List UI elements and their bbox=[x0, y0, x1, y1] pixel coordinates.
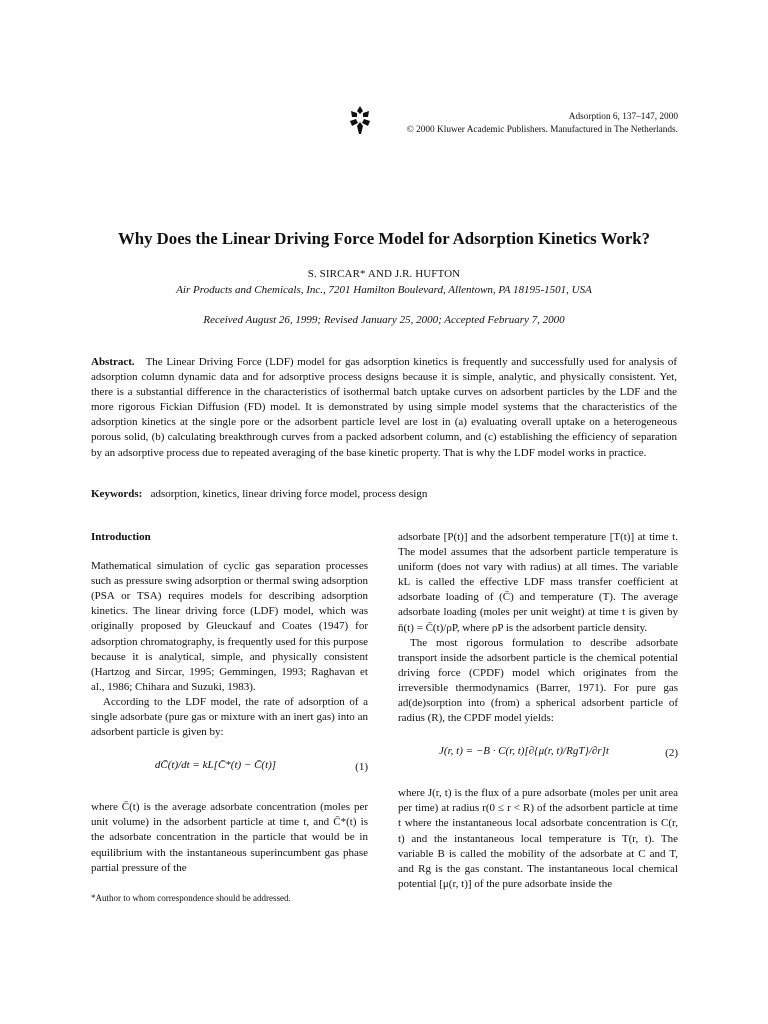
equation-1-number: (1) bbox=[355, 761, 368, 774]
right-paragraph-1: adsorbate [P(t)] and the adsorbent temperature [T(t)] at time t. The model assumes that the adsorbent particle temperature is uniform (does not vary with radius) at all times. The variable kL is called the effective LDF mass transfer coefficient at adsorbate loading of (C̄) and temperature (T). The average adsorbate loading (moles per unit weight) at time t is given by n̄(t) = C̄(t)/ρP, where ρP is the adsorbent particle density. bbox=[398, 531, 678, 634]
abstract bbox=[91, 355, 677, 461]
equation-1 bbox=[91, 750, 368, 790]
intro-paragraph-2: According to the LDF model, the rate of adsorption of a single adsorbate (pure gas or mixture with an inert gas) into an adsorbent particle is given by: bbox=[91, 695, 368, 739]
journal-citation: Adsorption 6, 137–147, 2000 bbox=[568, 112, 678, 122]
keywords-label: Keywords: bbox=[91, 488, 143, 500]
keywords bbox=[91, 488, 677, 500]
abstract-label: Abstract. bbox=[91, 356, 135, 368]
abstract-text: The Linear Driving Force (LDF) model for gas adsorption kinetics is frequently and successfully used for analysis of adsorption column dynamic data and for adsorptive process designs because it is simple, analytic, and physically consistent. Yet, there is a substantial difference in the characteristics of isothermal batch uptake curves on adsorbent particles by the LDF and the more rigorous Fickian Diffusion (FD) model. It is demonstrated by using simple model systems that the characteristics of the adsorption kinetics at the single pore or the adsorbent particle level are lost in (a) evaluating overall uptake on a heterogeneous porous solid, (b) calculating breakthrough curves from a packed adsorbent column, and (c) establishing the efficiency of separation by an adsorptive process due to repeated averaging of the base kinetic property. That is why the LDF model works in practice. bbox=[91, 356, 677, 459]
right-paragraph-2: The most rigorous formulation to describe adsorbate transport inside the adsorbent particle is the chemical potential driving force (CPDF) model which originates from the irreversible thermodynamics (Barrer, 1971). For pure gas ad(de)sorption into (from) a spherical adsorbent particle of radius (R), the CPDF model yields: bbox=[398, 636, 678, 725]
submission-dates: Received August 26, 1999; Revised January 25, 2000; Accepted February 7, 2000 bbox=[203, 314, 565, 326]
left-column bbox=[91, 530, 368, 876]
publisher-logo-icon bbox=[348, 105, 372, 135]
right-paragraph-3: where J(r, t) is the flux of a pure adsorbate (moles per unit area per time) at radius r(0 ≤ r < R) of the adsorbent particle at time t where the instantaneous local adsorbate concentration is C(r, t) and the instantaneous local temperature is T(r, t). The variable B is called the mobility of the adsorbate at C and T, and Rg is the gas constant. The instantaneous local chemical potential [μ(r, t)] of the pure adsorbate inside the bbox=[398, 787, 678, 890]
footnote: *Author to whom correspondence should be addressed. bbox=[91, 893, 291, 903]
section-heading-introduction: Introduction bbox=[91, 531, 151, 543]
intro-paragraph-3: where C̄(t) is the average adsorbate concentration (moles per unit volume) in the adsorbent particle at time t, and C̄*(t) is the adsorbate concentration in the particle that would be in equilibrium with the instantaneous superincumbent gas phase partial pressure of the bbox=[91, 801, 368, 874]
equation-2-body: J(r, t) = −B · C(r, t)[∂{μ(r, t)/RgT}/∂r]t bbox=[439, 745, 609, 758]
equation-1-body: dC̄(t)/dt = kL[C̄*(t) − C̄(t)] bbox=[154, 759, 277, 772]
authors: S. SIRCAR* AND J.R. HUFTON bbox=[307, 268, 461, 280]
keywords-text: adsorption, kinetics, linear driving force model, process design bbox=[150, 488, 428, 500]
journal-header bbox=[407, 111, 678, 136]
intro-paragraph-1: Mathematical simulation of cyclic gas separation processes such as pressure swing adsorption or thermal swing adsorption (PSA or TSA) requires models for describing adsorption kinetics. The linear driving force (LDF) model, which was originally proposed by Gleuckauf and Coates (1947) for adsorption chromatography, is frequently used for this purpose because it is analytical, simple, and physically consistent (Hartzog and Sircar, 1995; Gemmingen, 1993; Raghavan et al., 1986; Chihara and Suzuki, 1983). bbox=[91, 560, 368, 693]
equation-2 bbox=[398, 736, 678, 776]
right-column bbox=[398, 530, 678, 892]
affiliation: Air Products and Chemicals, Inc., 7201 Hamilton Boulevard, Allentown, PA 18195-1501, USA bbox=[176, 284, 592, 296]
paper-title: Why Does the Linear Driving Force Model for Adsorption Kinetics Work? bbox=[117, 229, 651, 248]
equation-2-number: (2) bbox=[665, 747, 678, 760]
publisher-line: © 2000 Kluwer Academic Publishers. Manufactured in The Netherlands. bbox=[406, 124, 678, 135]
